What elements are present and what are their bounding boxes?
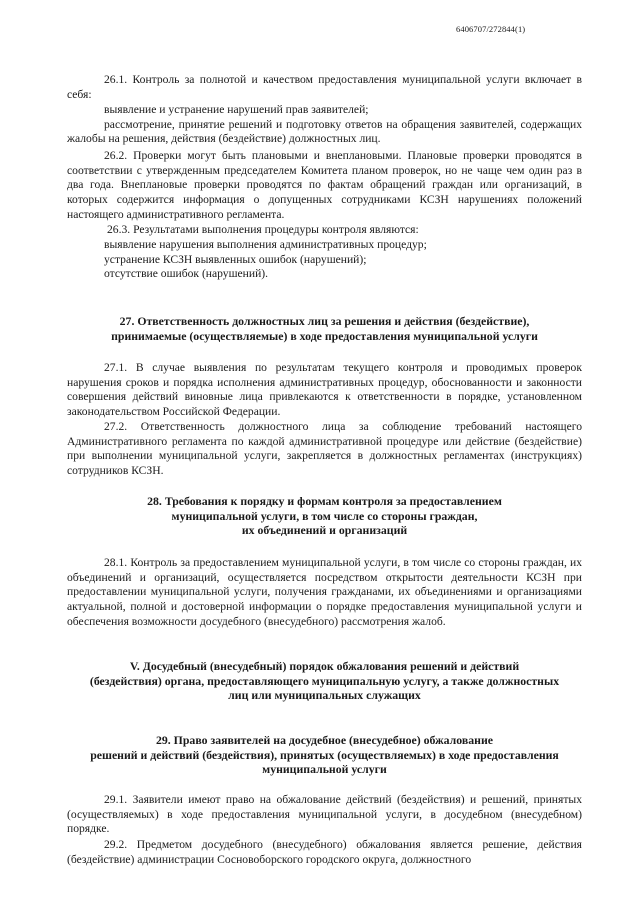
heading-line: (бездействия) органа, предоставляющего муниципальную услугу, а также должностных	[89, 673, 560, 688]
paragraph-29-2: 29.2. Предметом досудебного (внесудебного) обжалования является решение, действия (бездействие) администрации Сосновоборского городского округа, должностного	[67, 838, 582, 866]
section-v-heading	[62, 659, 587, 703]
heading-line: V. Досудебный (внесудебный) порядок обжалования решений и действий	[129, 659, 520, 673]
list-26-3	[67, 238, 582, 282]
heading-line: принимаемые (осуществляемые) в ходе предоставления муниципальной услуги	[111, 328, 538, 343]
paragraph-27-2: 27.2. Ответственность должностного лица за соблюдение требований настоящего Административного регламента по каждой административной процедуре или действие (бездействие) при выполнении муниципальной услуги, закрепляется в должностных регламентах (инструкциях) сотрудников КСЗН.	[67, 420, 582, 478]
heading-line: 27. Ответственность должностных лиц за решения и действия (бездействие),	[119, 314, 530, 328]
list-item: рассмотрение, принятие решений и подготовку ответов на обращения заявителей, содержащих жалобы на решения, действия (бездействие) должностных лиц.	[67, 117, 582, 146]
heading-line: муниципальной услуги, в том числе со стороны граждан,	[171, 508, 478, 523]
paragraph-26-3: 26.3. Результатами выполнения процедуры контроля являются:	[107, 223, 419, 236]
heading-line: муниципальной услуги	[262, 762, 387, 777]
paragraph-26-2: 26.2. Проверки могут быть плановыми и внеплановыми. Плановые проверки проводятся в соответствии с утвержденным председателем Комитета планом проверок, но не чаще чем один раз в два года. Внеплановые проверки проводятся по фактам обращений граждан или организаций, в которых содержится информация о допущенных сотрудниками КСЗН нарушениях положений настоящего административного регламента.	[67, 149, 582, 221]
paragraph-27-1: 27.1. В случае выявления по результатам текущего контроля и проводимых проверок нарушения сроков и порядка исполнения административных процедур, обоснованности и законности совершения действий виновные лица привлекаются к ответственности в порядке, установленном законодательством Российской Федерации.	[67, 361, 582, 419]
list-item: выявление нарушения выполнения административных процедур;	[104, 238, 427, 251]
section-28-heading	[62, 494, 587, 538]
heading-line: 29. Право заявителей на досудебное (внесудебное) обжалование	[155, 733, 494, 747]
list-item: выявление и устранение нарушений прав заявителей;	[104, 103, 369, 116]
paragraph-29-1: 29.1. Заявители имеют право на обжалование действий (бездействия) и решений, принятых (осуществляемых) в ходе предоставления муниципальной услуги, в досудебном (внесудебном) порядке.	[67, 793, 582, 836]
heading-line: лиц или муниципальных служащих	[228, 688, 421, 703]
list-item: устранение КСЗН выявленных ошибок (нарушений);	[104, 252, 367, 266]
document-id: 6406707/272844(1)	[456, 24, 526, 34]
heading-line: их объединений и организаций	[241, 523, 408, 538]
heading-line: 28. Требования к порядку и формам контроля за предоставлением	[147, 494, 502, 508]
list-item: отсутствие ошибок (нарушений).	[104, 267, 269, 281]
list-26-1	[67, 103, 582, 147]
heading-line: решений и действий (бездействия), принятых (осуществляемых) в ходе предоставления	[90, 747, 559, 762]
section-29-heading	[62, 733, 587, 777]
section-27-heading	[62, 314, 587, 343]
paragraph-28-1: 28.1. Контроль за предоставлением муниципальной услуги, в том числе со стороны граждан, их объединений и организаций, осуществляется посредством открытости деятельности КСЗН при предоставлении муниципальной услуги, получения гражданами, их объединениями и организациями актуальной, полной и достоверной информации о порядке предоставления муниципальной услуги и обеспечения возможности досудебного (внесудебного) рассмотрения жалоб.	[67, 556, 582, 628]
paragraph-26-1: 26.1. Контроль за полнотой и качеством предоставления муниципальной услуги включает в себя:	[67, 73, 582, 101]
